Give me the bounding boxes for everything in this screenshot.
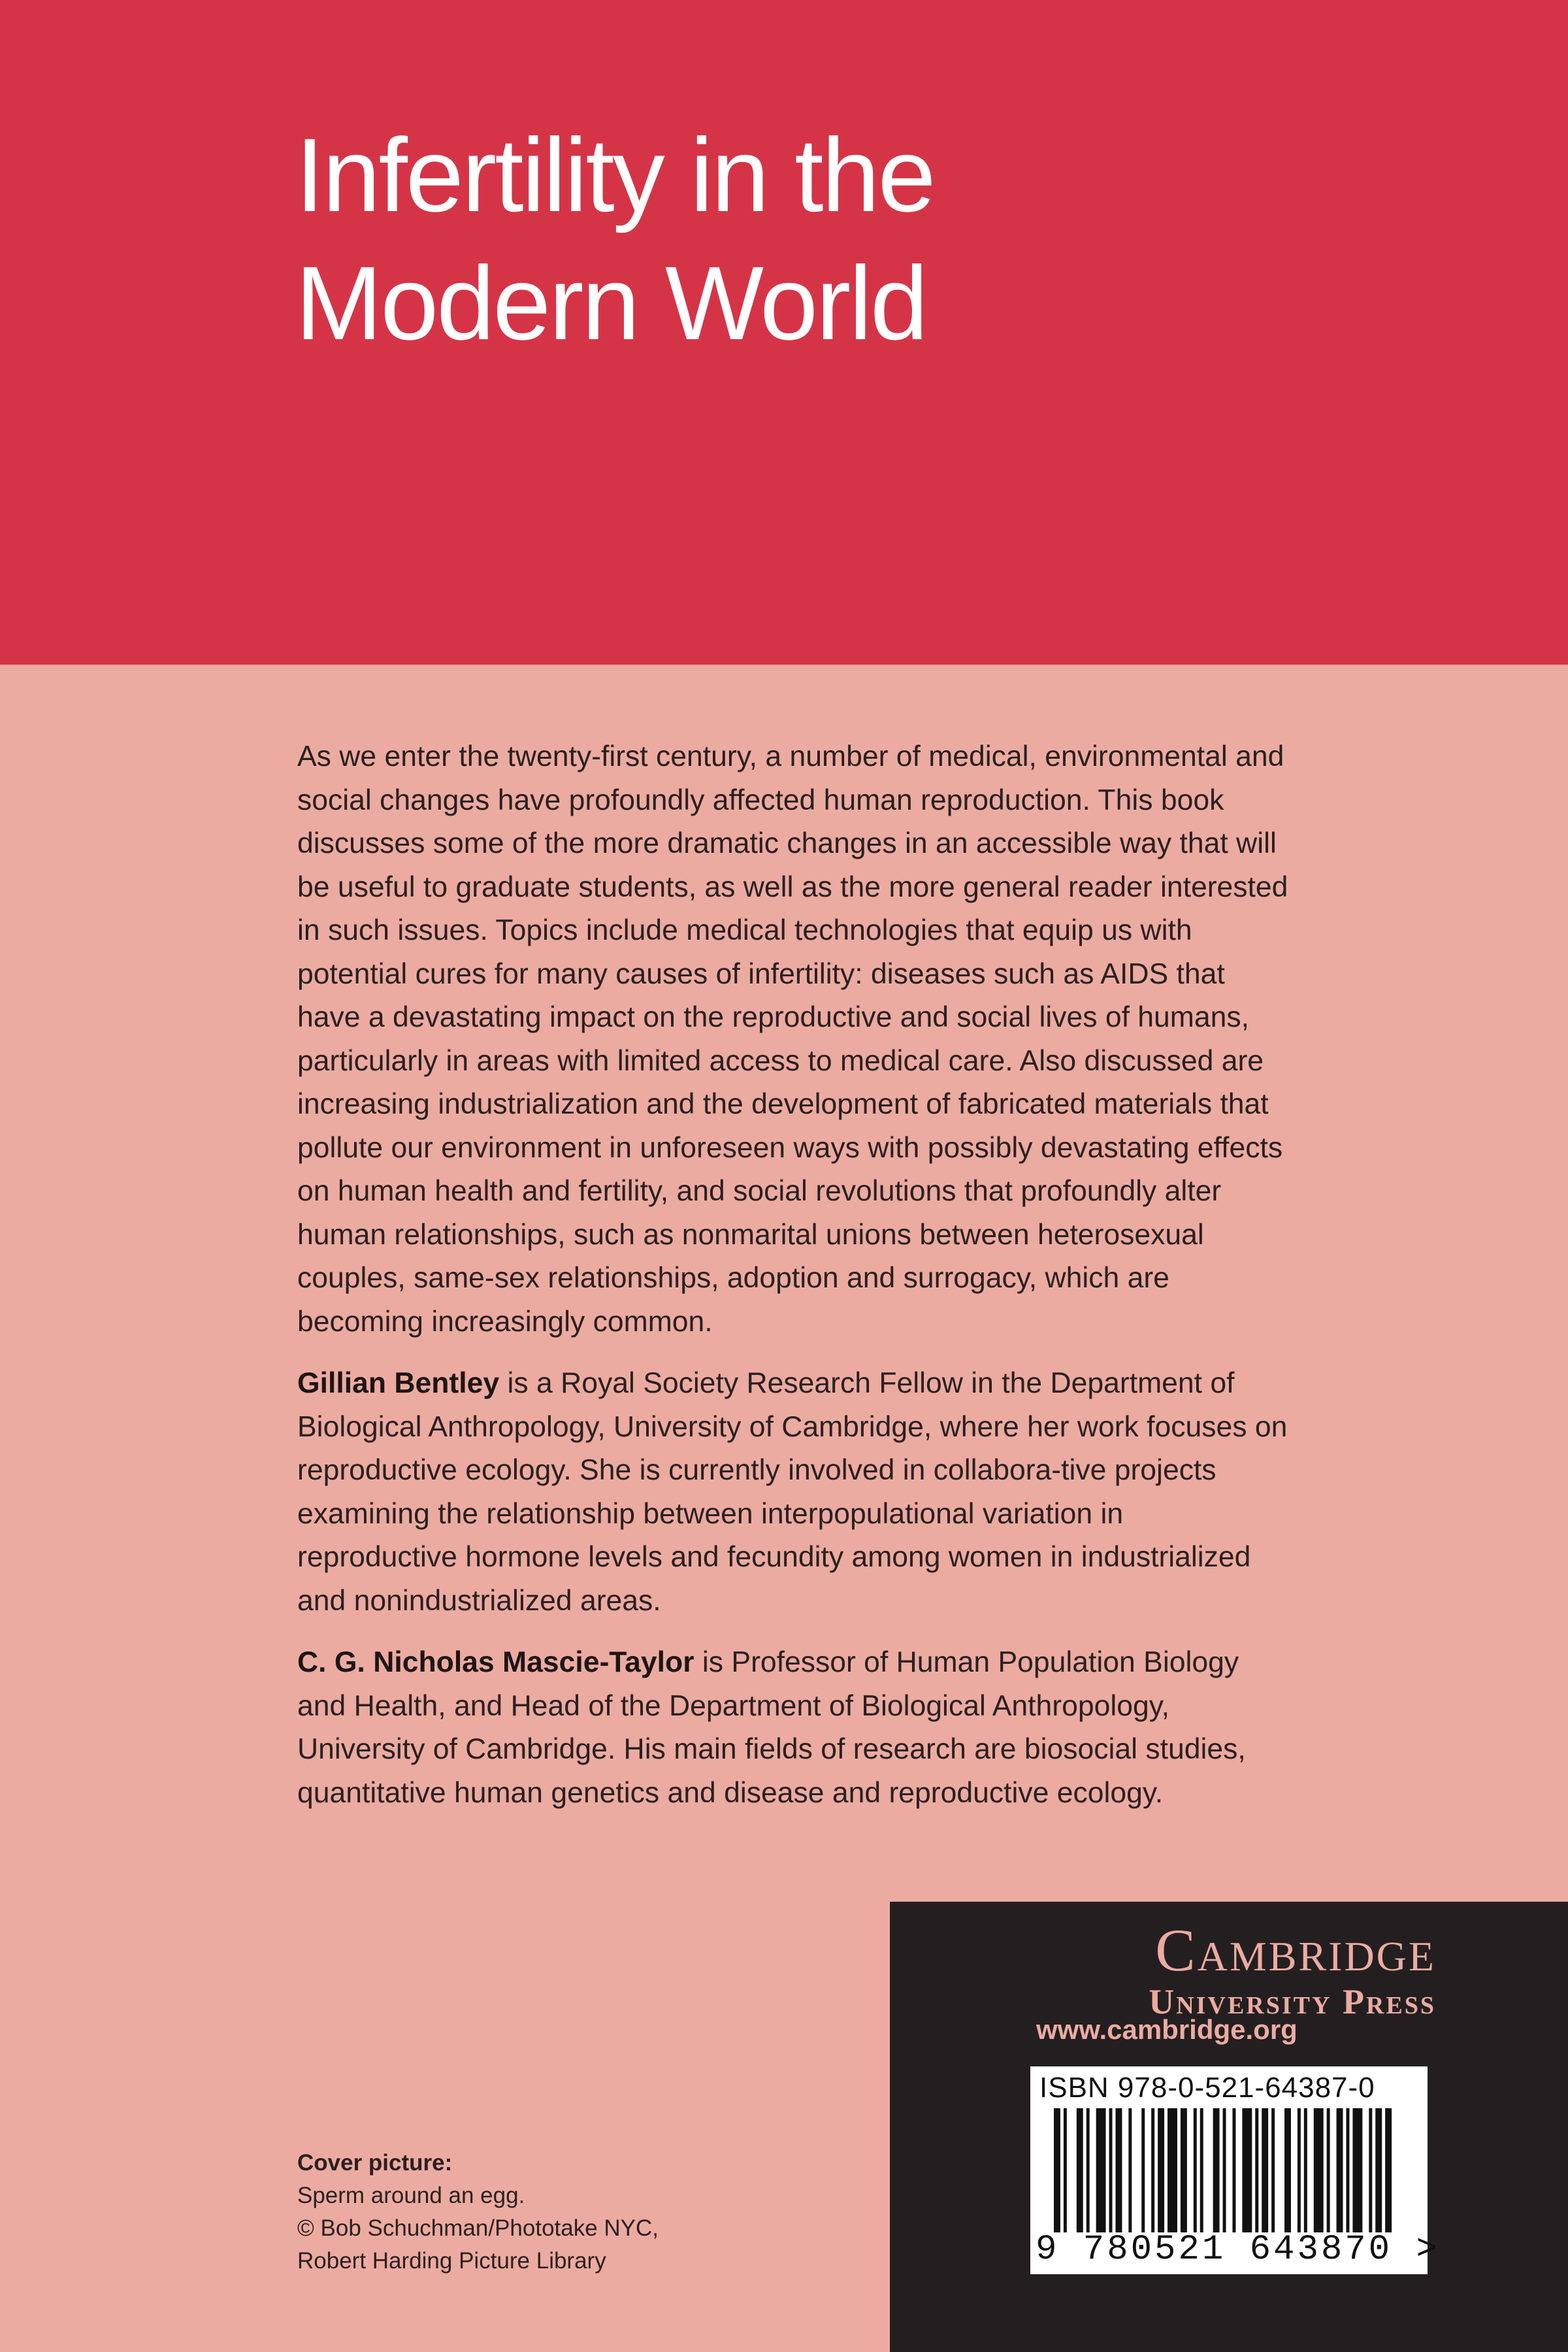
back-cover-blurb (297, 735, 1290, 1833)
cover-credit-line-3: Robert Harding Picture Library (297, 2248, 606, 2274)
barcode-panel (1030, 2066, 1440, 2274)
barcode-bars (1054, 2108, 1401, 2232)
author-2-name: C. G. Nicholas Mascie-Taylor (297, 1646, 694, 1678)
publisher-name-line-1: Cambridge (1155, 1917, 1436, 1983)
publisher-box (890, 1902, 1568, 2352)
title-line-2: Modern World (295, 244, 926, 361)
author-2-bio: is Professor of Human Population Biology and Health, and Head of the Department of Biological Anthropology, University of Cambridge. His main fields of research are biosocial studies, quantitative human genetics and disease and reproductive ecology. (297, 1646, 1246, 1809)
publisher-logo (1031, 1917, 1436, 2023)
title-line-1: Infertility in the (295, 116, 934, 233)
cover-picture-credit (297, 2147, 755, 2277)
title-band (0, 0, 1568, 665)
cover-credit-label: Cover picture: (297, 2150, 453, 2176)
cover-credit-line-1: Sperm around an egg. (297, 2183, 525, 2208)
book-title (295, 111, 934, 367)
cover-credit-line-2: © Bob Schuchman/Phototake NYC, (297, 2215, 659, 2241)
publisher-url: www.cambridge.org (1036, 2014, 1298, 2045)
isbn-text: ISBN 978-0-521-64387-0 (1039, 2072, 1375, 2104)
author-1-bio: is a Royal Society Research Fellow in the Department of Biological Anthropology, University of Cambridge, where her work focuses on reproductive ecology. She is currently involved in collabora-tive projects examining the relationship between interpopulational variation in reproductive hormone levels and fecundity among women in industrialized and nonindustrialized areas. (297, 1367, 1288, 1617)
author-1-paragraph (297, 1362, 1290, 1623)
description-paragraph: As we enter the twenty-first century, a number of medical, environmental and social changes have profoundly affected human reproduction. This book discusses some of the more dramatic changes in an accessible way that will be useful to graduate students, as well as the more general reader interested in such issues. Topics include medical technologies that equip us with potential cures for many causes of infertility: diseases such as AIDS that have a devastating impact on the reproductive and social lives of humans, particularly in areas with limited access to medical care. Also discussed are increasing industrialization and the development of fabricated materials that pollute our environment in unforeseen ways with possibly devastating effects on human health and fertility, and social revolutions that profoundly alter human relationships, such as nonmarital unions between heterosexual couples, same-sex relationships, adoption and surrogacy, which are becoming increasingly common. (297, 740, 1288, 1338)
author-1-name: Gillian Bentley (297, 1367, 500, 1399)
publisher-name-line-2: University Press (1149, 1982, 1436, 2021)
author-2-paragraph (297, 1641, 1290, 1815)
barcode-digits: 9 780521 643870 > (1036, 2230, 1440, 2270)
